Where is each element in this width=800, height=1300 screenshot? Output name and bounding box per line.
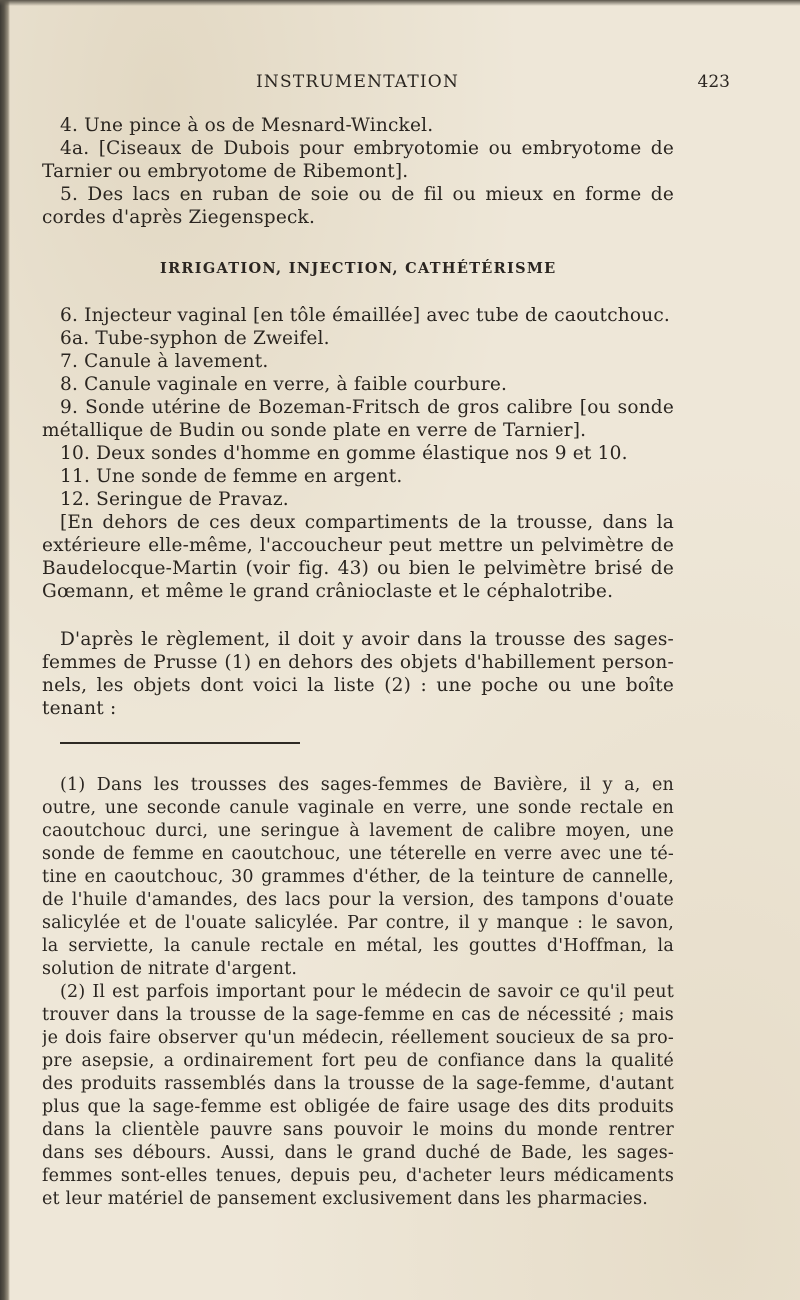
section-heading: IRRIGATION, INJECTION, CATHÉTÉRISME	[160, 260, 557, 277]
paragraph-line: D'après le règlement, il doit y avoir dans la trousse des sages-	[60, 629, 674, 650]
page-number: 423	[697, 72, 730, 92]
footnote-line: et leur matériel de pansement exclusivement dans les pharmacies.	[42, 1189, 649, 1209]
footnote-line: salicylée et de l'ouate salicylée. Par contre, il y manque : le savon,	[42, 913, 674, 933]
list-item-continuation: cordes d'après Ziegenspeck.	[42, 207, 316, 228]
list-item: 5. Des lacs en ruban de soie ou de fil ou mieux en forme de	[60, 184, 674, 205]
paragraph-line: femmes de Prusse (1) en dehors des objets d'habillement person-	[42, 652, 674, 673]
footnote-line: solution de nitrate d'argent.	[42, 959, 298, 979]
list-item: 8. Canule vaginale en verre, à faible courbure.	[60, 374, 508, 395]
list-item: 4. Une pince à os de Mesnard-Winckel.	[60, 115, 434, 136]
footnote-line: dans ses débours. Aussi, dans le grand duché de Bade, les sages-	[42, 1143, 674, 1163]
list-item-continuation: Tarnier ou embryotome de Ribemont].	[42, 161, 409, 182]
note-line: extérieure elle-même, l'accoucheur peut mettre un pelvimètre de	[42, 535, 674, 556]
paragraph-line: nels, les objets dont voici la liste (2) : une poche ou une boîte	[42, 675, 674, 696]
note-line: [En dehors de ces deux compartiments de la trousse, dans la	[60, 512, 674, 533]
footnote-line: pre asepsie, a ordinairement fort peu de confiance dans la qualité	[42, 1051, 674, 1071]
note-line: Baudelocque-Martin (voir fig. 43) ou bien le pelvimètre brisé de	[42, 558, 674, 579]
list-item: 4a. [Ciseaux de Dubois pour embryotomie ou embryotome de	[60, 138, 674, 159]
list-item: 11. Une sonde de femme en argent.	[60, 466, 403, 487]
footnote-line: de l'huile d'amandes, des lacs pour la version, des tampons d'ouate	[42, 890, 674, 910]
page-header	[42, 72, 742, 98]
list-item: 12. Seringue de Pravaz.	[60, 489, 289, 510]
footnote-line: (1) Dans les trousses des sages-femmes de Bavière, il y a, en	[60, 775, 674, 795]
footnote-line: femmes sont-elles tenues, depuis peu, d'acheter leurs médicaments	[42, 1166, 674, 1186]
footnote-line: outre, une seconde canule vaginale en verre, une sonde rectale en	[42, 798, 674, 818]
page-top-shadow	[0, 0, 800, 6]
list-item: 9. Sonde utérine de Bozeman-Fritsch de gros calibre [ou sonde	[60, 397, 674, 418]
footnote-line: dans la clientèle pauvre sans pouvoir le moins du monde rentrer	[42, 1120, 674, 1140]
list-item: 10. Deux sondes d'homme en gomme élastique nos 9 et 10.	[60, 443, 628, 464]
running-title: INSTRUMENTATION	[256, 72, 460, 92]
footnote-line: la serviette, la canule rectale en métal, les gouttes d'Hoffman, la	[42, 936, 674, 956]
footnote-line: tine en caoutchouc, 30 grammes d'éther, de la teinture de cannelle,	[42, 867, 674, 887]
footnote-line: trouver dans la trousse de la sage-femme en cas de nécessité ; mais	[42, 1005, 674, 1025]
footnote-line: caoutchouc durci, une seringue à lavement de calibre moyen, une	[42, 821, 674, 841]
list-item-continuation: métallique de Budin ou sonde plate en verre de Tarnier].	[42, 420, 587, 441]
note-line: Gœmann, et même le grand crânioclaste et le céphalotribe.	[42, 581, 614, 602]
footnote-line: sonde de femme en caoutchouc, une téterelle en verre avec une té-	[42, 844, 674, 864]
footnote-line: je dois faire observer qu'un médecin, réellement soucieux de sa pro-	[42, 1028, 674, 1048]
footnote-line: des produits rassemblés dans la trousse de la sage-femme, d'autant	[42, 1074, 674, 1094]
footnote-line: plus que la sage-femme est obligée de faire usage des dits produits	[42, 1097, 674, 1117]
footnote-rule	[60, 742, 300, 744]
list-item: 6a. Tube-syphon de Zweifel.	[60, 328, 330, 349]
paragraph-line: tenant :	[42, 698, 117, 719]
book-spine-shadow	[0, 0, 10, 1300]
list-item: 7. Canule à lavement.	[60, 351, 269, 372]
list-item: 6. Injecteur vaginal [en tôle émaillée] avec tube de caoutchouc.	[60, 305, 670, 326]
footnote-line: (2) Il est parfois important pour le médecin de savoir ce qu'il peut	[60, 982, 674, 1002]
